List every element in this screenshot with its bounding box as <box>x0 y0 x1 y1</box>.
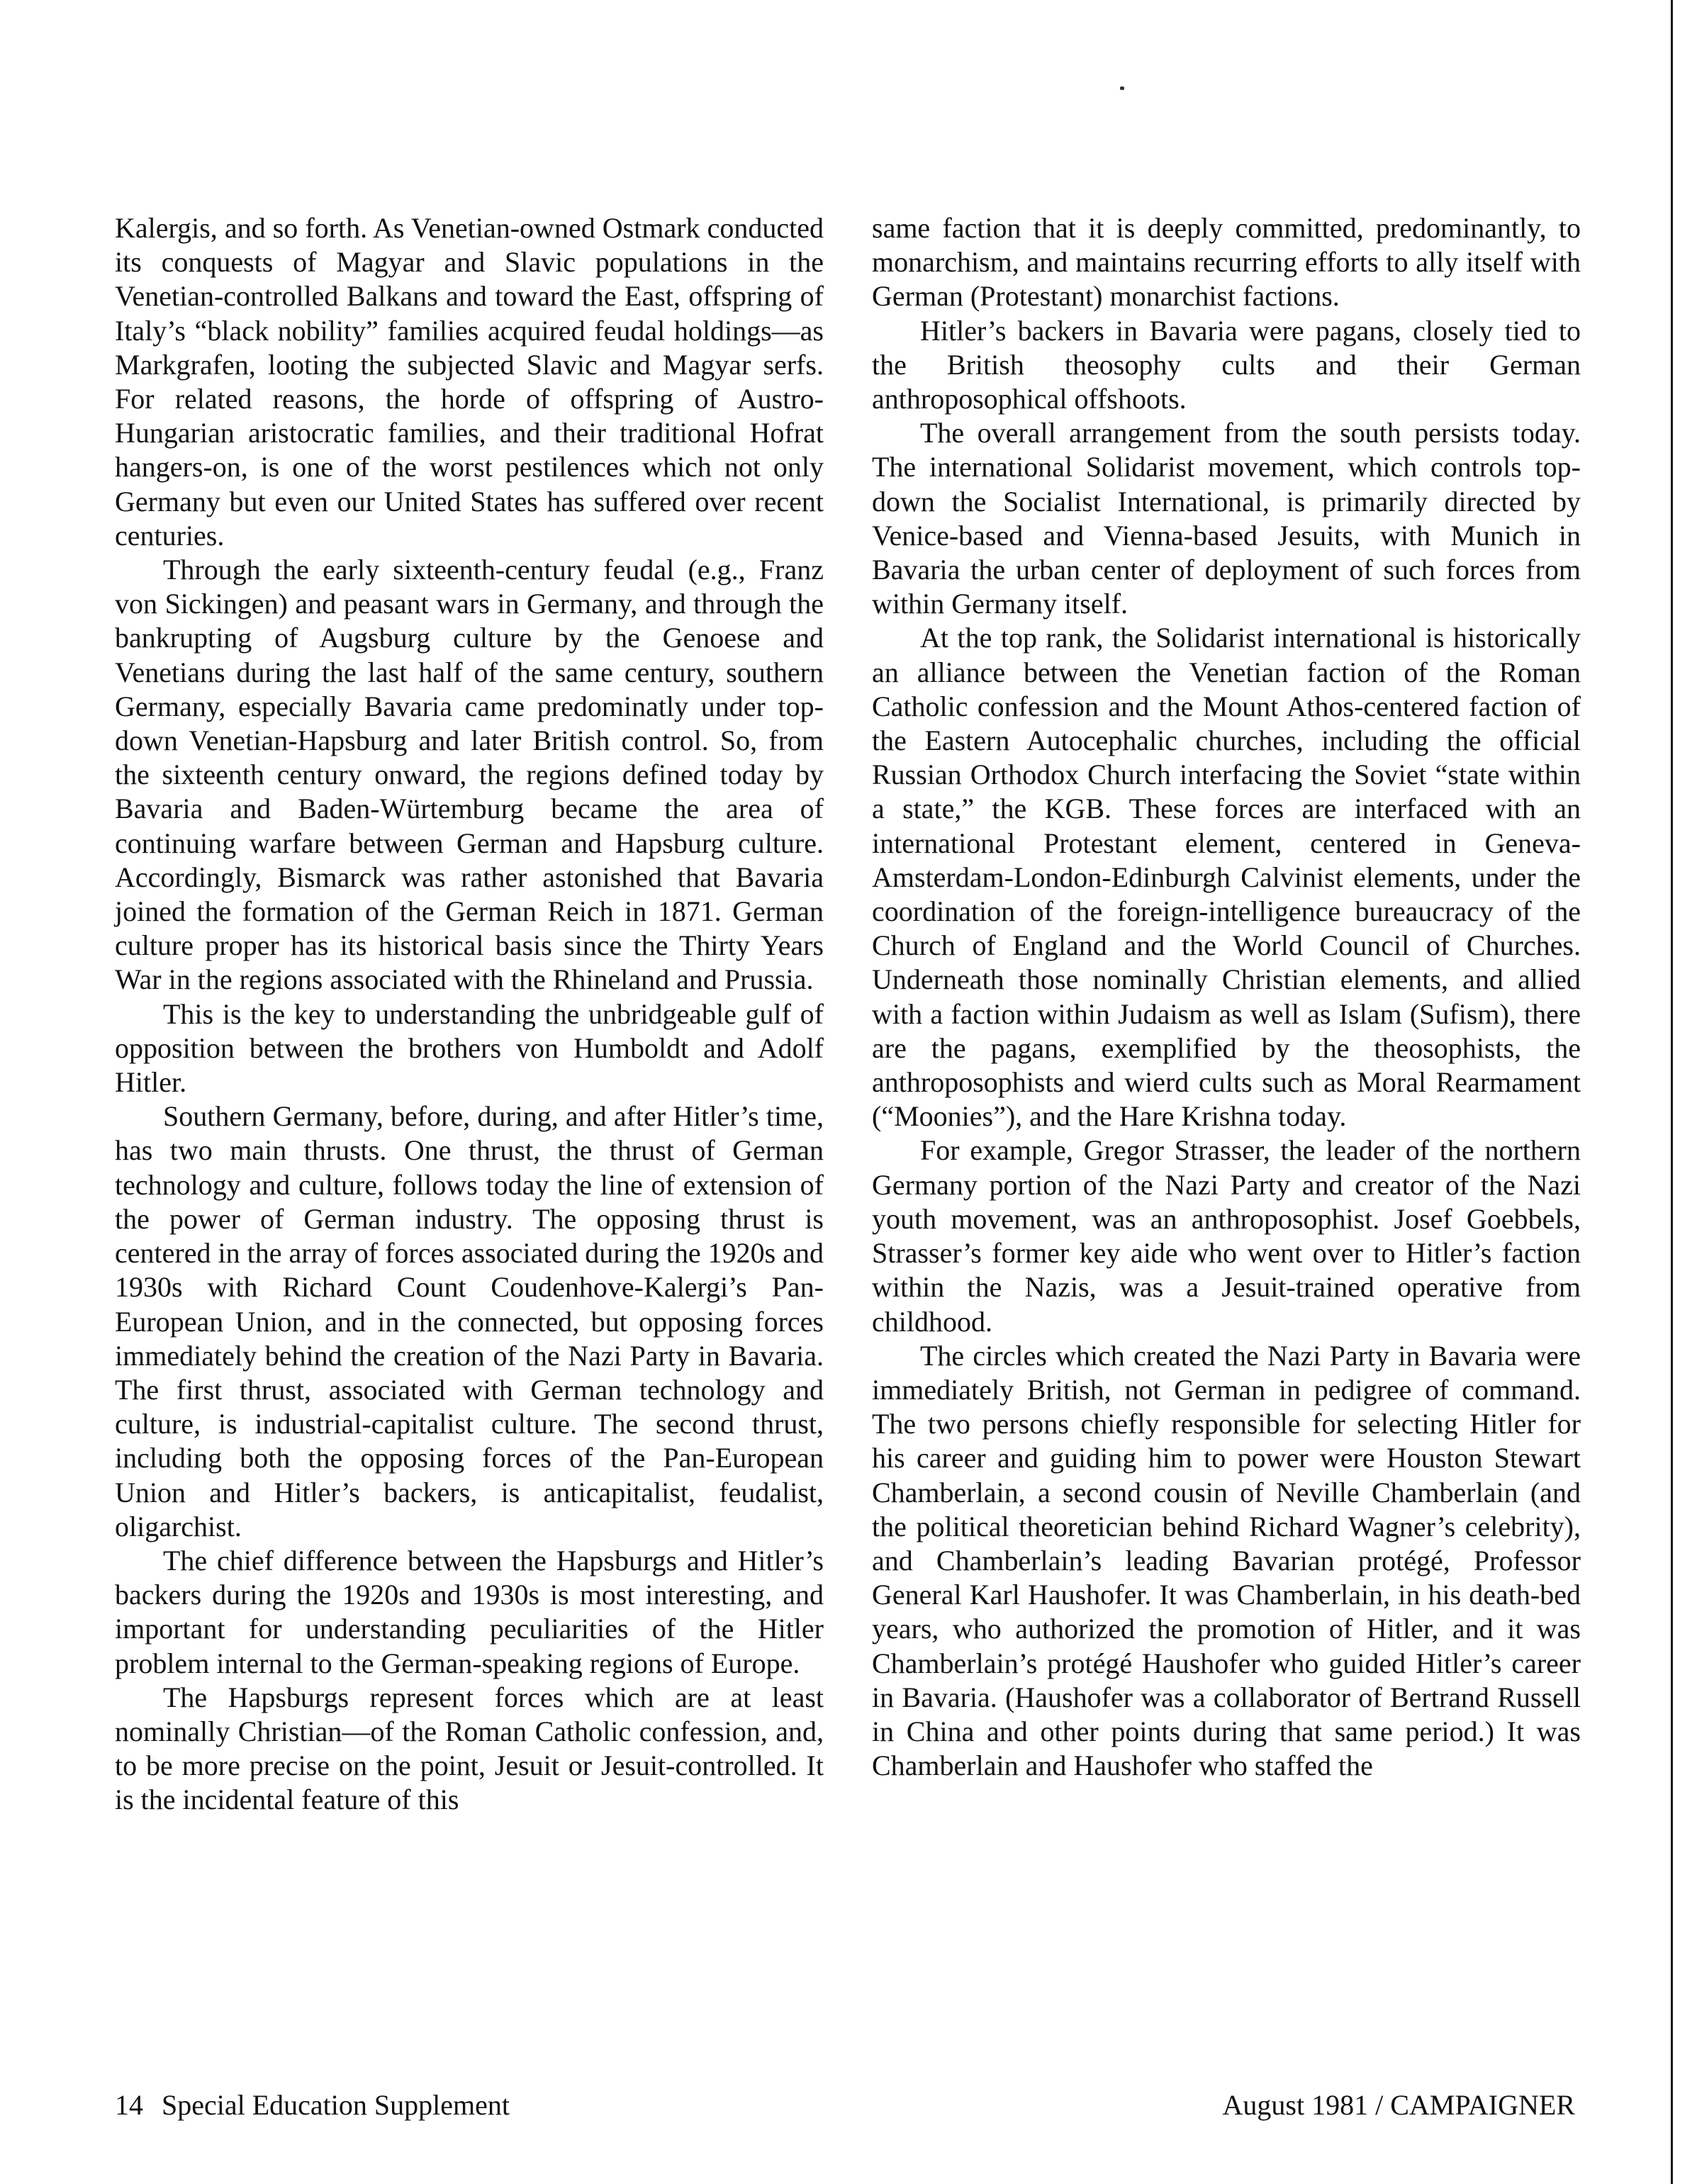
paragraph: The chief difference between the Hapsburgs and Hitler’s backers during the 1920s and 1930s is most interesting, and important for understanding peculiarities of the Hitler problem internal to the German-speaking regions of Europe. <box>115 1544 824 1679</box>
paragraph: Southern Germany, before, during, and after Hitler’s time, has two main thrusts. One thrust, the thrust of German technology and culture, follows today the line of extension of the power of German industry. The opposing thrust is centered in the array of forces associated during the 1920s and 1930s with Richard Count Coudenhove-Kalergi’s Pan-European Union, and in the connected, but opposing forces immediately behind the creation of the Nazi Party in Bavaria. The first thrust, associated with German technology and culture, is industrial-capitalist culture. The second thrust, including both the opposing forces of the Pan-European Union and Hitler’s backers, is anticapitalist, feudalist, oligarchist. <box>115 1100 824 1542</box>
paragraph: At the top rank, the Solidarist international is historically an alliance between the Venetian faction of the Roman Catholic confession and the Mount Athos-centered faction of the Eastern Autocephalic churches, including the official Russian Orthodox Church interfacing the Soviet “state within a state,” the KGB. These forces are interfaced with an international Protestant element, centered in Geneva-Amsterdam-London-Edinburgh Calvinist elements, under the coordination of the foreign-intelligence bureaucracy of the Church of England and the World Council of Churches. Underneath those nominally Christian elements, and allied with a faction within Judaism as well as Islam (Sufism), there are the pagans, exemplified by the theosophists, the anthroposophists and wierd cults such as Moral Rearmament (“Moonies”), and the Hare Krishna today. <box>872 622 1581 1133</box>
issue-label: August 1981 / CAMPAIGNER <box>1222 2089 1575 2121</box>
paragraph: The overall arrangement from the south persists today. The international Solidarist movement, which controls top-down the Socialist International, is primarily directed by Venice-based and Vienna-based Jesuits, with Munich in Bavaria the urban center of deployment of such forces from within Germany itself. <box>872 417 1581 620</box>
paragraph: Through the early sixteenth-century feudal (e.g., Franz von Sickingen) and peasant wars in Germany, and through the bankrupting of Augsburg culture by the Genoese and Venetians during the last half of the same century, southern Germany, especially Bavaria came predominatly under top-down Venetian-Hapsburg and later British control. So, from the sixteenth century onward, the regions defined today by Bavaria and Baden-Würtemburg became the area of continuing warfare between German and Hapsburg culture. Accordingly, Bismarck was rather astonished that Bavaria joined the formation of the German Reich in 1871. German culture proper has its historical basis since the Thirty Years War in the regions associated with the Rhineland and Prussia. <box>115 554 824 996</box>
footer-right <box>1223 2088 1575 2122</box>
paragraph: The circles which created the Nazi Party in Bavaria were immediately British, not German in pedigree of command. The two persons chiefly responsible for selecting Hitler for his career and guiding him to power were Houston Stewart Chamberlain, a second cousin of Neville Chamberlain (and the political theoretician behind Richard Wagner’s celebrity), and Chamberlain’s leading Bavarian protégé, Professor General Karl Haushofer. It was Chamberlain, in his death-bed years, who authorized the promotion of Hitler, and it was Chamberlain’s protégé Haushofer who guided Hitler’s career in Bavaria. (Haushofer was a collaborator of Bertrand Russell in China and other points during that same period.) It was Chamberlain and Haushofer who staffed the <box>872 1339 1581 1782</box>
page-number: 14 <box>115 2089 143 2121</box>
scan-speck <box>1120 86 1124 90</box>
section-title: Special Education Supplement <box>162 2089 510 2121</box>
page-edge-line <box>1671 0 1673 2184</box>
paragraph: The Hapsburgs represent forces which are at least nominally Christian—of the Roman Catholic confession, and, to be more precise on the point, Jesuit or Jesuit-controlled. It is the incidental feature of this <box>115 1681 824 1816</box>
paragraph: This is the key to understanding the unbridgeable gulf of opposition between the brothers von Humboldt and Adolf Hitler. <box>115 997 824 1099</box>
footer-left <box>115 2088 510 2122</box>
paragraph: Hitler’s backers in Bavaria were pagans, closely tied to the British theosophy cults and their German anthroposophical offshoots. <box>872 314 1581 415</box>
paragraph: Kalergis, and so forth. As Venetian-owned Ostmark conducted its conquests of Magyar and Slavic populations in the Venetian-controlled Balkans and toward the East, offspring of Italy’s “black nobility” families acquired feudal holdings—as Markgrafen, looting the subjected Slavic and Magyar serfs. For related reasons, the horde of offspring of Austro-Hungarian aristocratic families, and their traditional Hofrat hangers-on, is one of the worst pestilences which not only Germany but even our United States has suffered over recent centuries. <box>115 212 824 551</box>
paragraph: same faction that it is deeply committed, predominantly, to monarchism, and maintains recurring efforts to ally itself with German (Protestant) monarchist factions. <box>872 212 1581 313</box>
paragraph: For example, Gregor Strasser, the leader of the northern Germany portion of the Nazi Party and creator of the Nazi youth movement, was an anthroposophist. Josef Goebbels, Strasser’s former key aide who went over to Hitler’s faction within the Nazis, was a Jesuit-trained operative from childhood. <box>872 1134 1581 1338</box>
left-column <box>115 211 824 1818</box>
right-column <box>872 211 1581 1783</box>
